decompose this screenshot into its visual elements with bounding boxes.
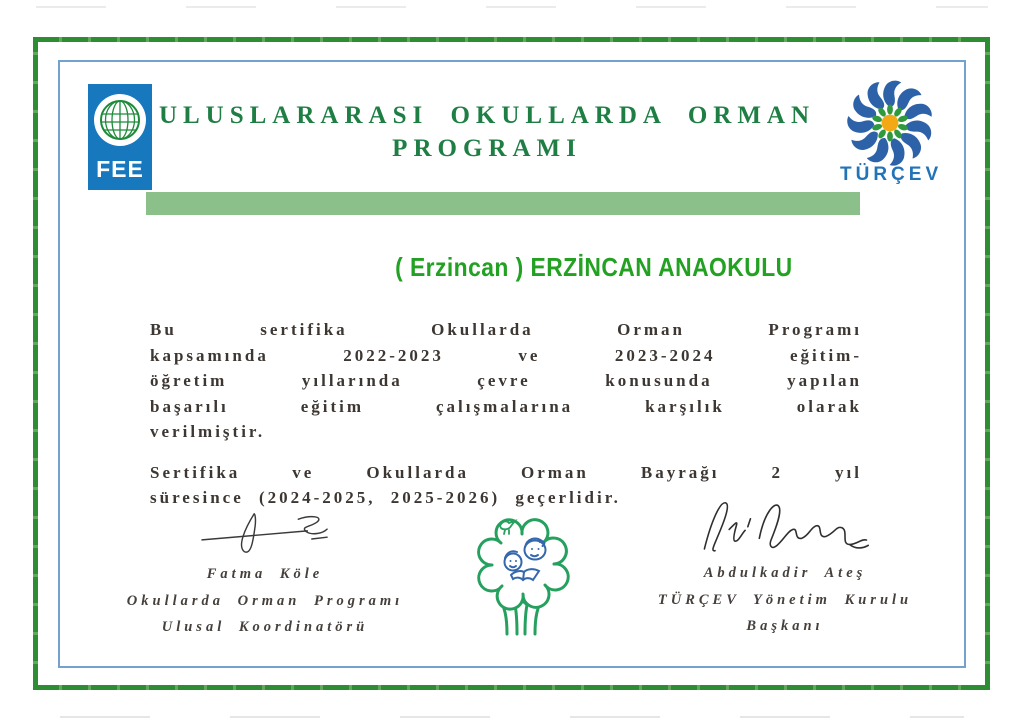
scan-artifact-bottom	[60, 716, 964, 718]
signatory-name: Abdulkadir Ateş	[703, 565, 867, 581]
title-line-1: ULUSLARARASI OKULLARDA ORMAN	[158, 102, 816, 129]
signatory-left-text	[110, 561, 420, 641]
signature-right-icon	[680, 494, 890, 556]
certificate-title	[60, 99, 914, 165]
certificate-body	[150, 317, 862, 511]
title-line-2: PROGRAMI	[392, 135, 582, 162]
signature-left-icon	[190, 503, 340, 557]
turcev-logo-label: TÜRÇEV	[840, 164, 943, 185]
signatory-role: Ulusal Koordinatörü	[161, 619, 369, 635]
signatory-role: Başkanı	[746, 618, 824, 634]
school-name: ( Erzincan ) ERZİNCAN ANAOKULU	[394, 252, 793, 282]
body-line: Bu sertifika Okullarda Orman Programı	[150, 320, 862, 339]
tree-children-book-icon	[458, 513, 590, 637]
body-line: kapsamında 2022-2023 ve 2023-2024 eğitim-	[150, 345, 862, 365]
signature-block-right	[615, 494, 955, 640]
school-name-line	[0, 252, 1024, 283]
signatory-right-text	[615, 560, 955, 640]
body-line: verilmiştir.	[150, 422, 266, 441]
signature-block-left	[110, 503, 420, 641]
signatory-org: TÜRÇEV Yönetim Kurulu	[657, 591, 913, 608]
tree-logo	[458, 513, 590, 637]
body-line: öğretim yıllarında çevre konusunda yapılan	[150, 371, 862, 390]
body-line: başarılı eğitim çalışmalarına karşılık olarak	[150, 396, 862, 416]
scan-artifact-top	[36, 6, 988, 8]
body-line: Sertifika ve Okullarda Orman Bayrağı 2 yıl	[150, 462, 862, 482]
body-line: süresince (2024-2025, 2025-2026) geçerlidir.	[150, 488, 621, 507]
green-banner-bar	[146, 192, 860, 215]
fee-logo-label: FEE	[96, 156, 144, 182]
paragraph-1	[150, 317, 862, 445]
signatory-name: Fatma Köle	[206, 566, 324, 582]
signatory-org: Okullarda Orman Programı	[126, 592, 404, 609]
